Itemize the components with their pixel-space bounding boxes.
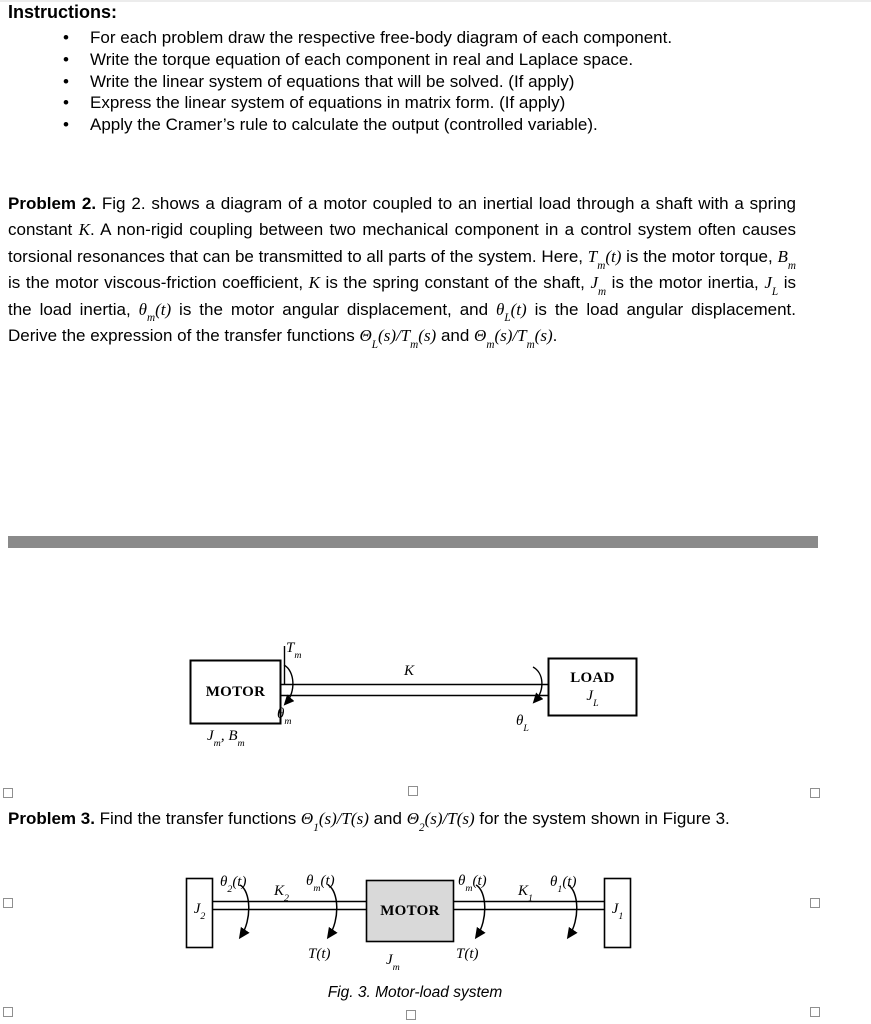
motor-box [190,660,281,724]
problem3-paragraph: Problem 3. Find the transfer functions $\Theta_1(s)/T(s)$ and $\Theta_2(s)/T(s)$ for the system shown in Figure 3. [8,809,730,834]
instruction-text: • Express the linear system of equations in matrix form. (If apply) [90,93,566,113]
theta1-rotation-arrow [568,885,577,936]
spring-constant-label: K [404,663,415,679]
theta2-label: $\theta_2(t)$ [220,874,247,896]
motor-angle-label: $\theta_m$ [277,706,292,728]
motor-box [366,880,454,942]
instruction-item [58,92,788,114]
marker-square [810,1007,820,1017]
k2-label: $K_2$ [274,883,289,905]
section-divider [8,536,818,548]
marker-square [810,788,820,798]
torque-right-label: T(t) [456,946,479,962]
instruction-item [58,27,788,49]
load-box [548,658,637,716]
fig3-diagram [180,870,650,1015]
instruction-text: • Write the linear system of equations that will be solved. (If apply) [90,71,575,91]
page-top-edge [0,0,871,2]
load-angle-label: $\theta_L$ [516,713,529,735]
fig2-diagram [185,640,650,760]
load1-inertia-label: $J_1$ [611,901,624,923]
motor-torque-label: $T_m$ [286,640,302,662]
theta-m-right-label: $\theta_m(t)$ [458,873,487,895]
problem2-paragraph: Problem 2. Fig 2. shows a diagram of a motor coupled to an inertial load through a shaft with a spring constant K. A non-rigid coupling between two mechanical component in a control system often causes torsional resonances that can be transmitted to all parts of the system. Here, $T_m(t)$ is the motor torque, $B_m$ is the motor viscous-friction coefficient, K is the spring constant of the shaft, $J_m$ is the motor inertia, $J_L$ is the load inertia, $\theta_m(t)$ is the motor angular displacement, and $\theta_L(t)$ is the load angular displacement. Derive the expression of the transfer functions $\Theta_L(s)/T_m(s)$ and $\Theta_m(s)/T_m(s)$. [8,194,797,351]
instruction-item [58,114,788,136]
theta-m-left-rotation-arrow [328,885,337,936]
instruction-item [58,71,788,93]
motor-label: MOTOR [205,683,266,700]
k1-label: $K_1$ [518,883,533,905]
instruction-text: • Apply the Cramer’s rule to calculate the output (controlled variable). [90,115,598,135]
marker-square [3,1007,13,1017]
instruction-item [58,49,788,71]
marker-square [408,786,418,796]
marker-square [3,898,13,908]
marker-square [810,898,820,908]
theta2-rotation-arrow [240,885,249,936]
instructions-list [58,27,788,136]
theta-m-right-rotation-arrow [476,885,485,936]
motor-inertia-label: $J_m$ [386,952,400,974]
instruction-text: • For each problem draw the respective free-body diagram of each component. [90,28,673,47]
instructions-title: Instructions: [8,2,118,22]
load2-inertia-label: $J_2$ [193,901,206,923]
motor-label: MOTOR [380,902,440,919]
instruction-text: • Write the torque equation of each component in real and Laplace space. [90,49,634,69]
motor-inertia-label: $J_m$, $B_m$ [207,728,245,750]
torque-left-label: T(t) [308,946,331,962]
fig3-caption: Fig. 3. Motor-load system [327,984,503,1001]
marker-square [3,788,13,798]
load-inertia-label: $J_L$ [586,687,599,709]
load-label: LOAD [570,669,615,686]
theta1-label: $\theta_1(t)$ [550,874,577,896]
theta-m-left-label: $\theta_m(t)$ [306,873,335,895]
